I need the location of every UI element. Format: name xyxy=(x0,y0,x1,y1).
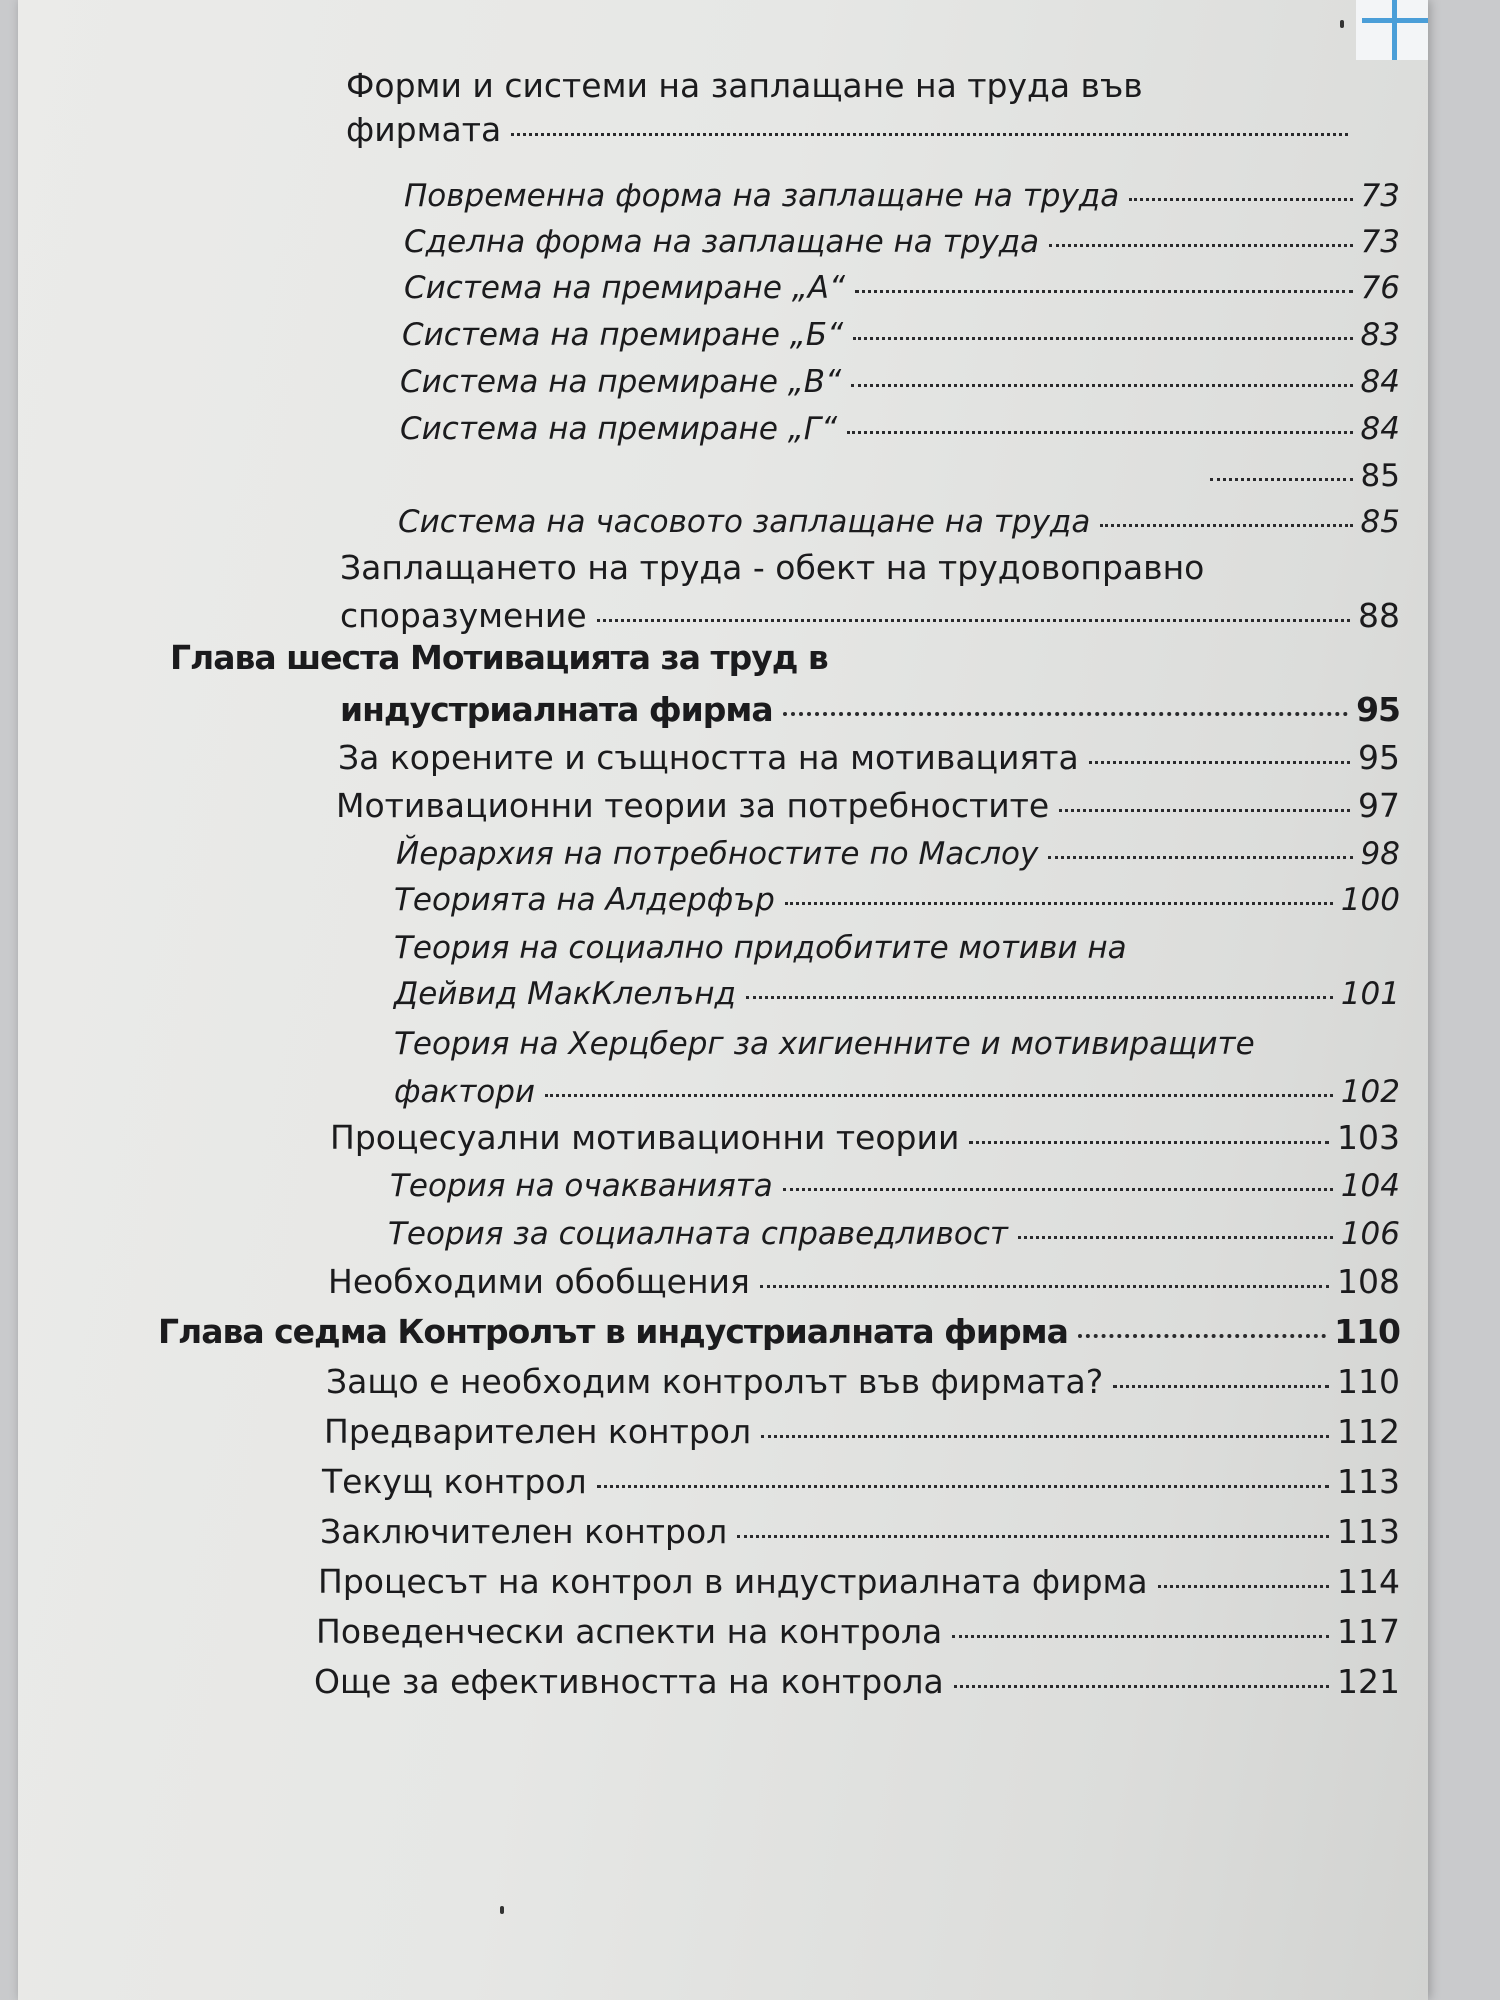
dot-leader xyxy=(761,1435,1329,1438)
toc-entry-title: Процесуални мотивационни теории xyxy=(330,1118,960,1157)
toc-entry-title: Система на премиране „А“ xyxy=(404,270,846,306)
toc-entry-title: Поведенчески аспекти на контрола xyxy=(316,1612,943,1651)
dot-leader xyxy=(1210,478,1353,481)
toc-entry xyxy=(404,222,1400,262)
dot-leader xyxy=(1089,761,1350,764)
dot-leader xyxy=(954,1685,1329,1688)
page-number: 100 xyxy=(1340,882,1400,918)
toc-entry-line: Теория на Херцберг за хигиенните и мотивиращите xyxy=(394,1026,1255,1062)
page-number: 85 xyxy=(1360,504,1400,540)
toc-entry xyxy=(324,1412,1400,1452)
dot-leader xyxy=(783,1188,1333,1191)
dot-leader xyxy=(851,384,1352,387)
page-number: 121 xyxy=(1337,1662,1400,1701)
toc-entry-title: Теория за социалната справедливост xyxy=(388,1216,1008,1252)
dot-leader xyxy=(785,902,1333,905)
dot-leader xyxy=(597,1485,1329,1488)
dot-leader xyxy=(952,1635,1329,1638)
page-number: 83 xyxy=(1360,317,1400,353)
toc-entry-title: Заключителен контрол xyxy=(320,1512,728,1551)
toc-entry-title: Система на премиране „Б“ xyxy=(402,317,844,353)
toc-entry xyxy=(390,1166,1400,1206)
toc-entry xyxy=(402,315,1400,355)
ink-mark xyxy=(1340,20,1344,28)
toc-entry-title: За корените и същността на мотивацията xyxy=(338,738,1079,777)
toc-entry-line: Теория на социално придобитите мотиви на xyxy=(394,930,1127,966)
toc-entry-title: Сделна форма на заплащане на труда xyxy=(404,224,1040,260)
toc-entry xyxy=(320,1512,1400,1552)
page-number: 106 xyxy=(1340,1216,1400,1252)
toc-entry-title: Предварителен контрол xyxy=(324,1412,752,1451)
toc-entry xyxy=(346,110,1356,150)
toc-entry xyxy=(316,1612,1400,1652)
dot-leader xyxy=(783,712,1348,716)
ink-mark xyxy=(500,1906,504,1914)
dot-leader xyxy=(855,290,1352,293)
page-number: 104 xyxy=(1340,1168,1400,1204)
toc-entry xyxy=(158,1312,1400,1352)
page-number: 76 xyxy=(1360,270,1400,306)
page-number: 88 xyxy=(1358,596,1400,635)
toc-entry xyxy=(394,1072,1400,1112)
toc-entry-title: Защо е необходим контролът във фирмата? xyxy=(326,1362,1104,1401)
dot-leader xyxy=(545,1094,1333,1097)
page-number: 98 xyxy=(1360,836,1400,872)
dot-leader xyxy=(969,1141,1329,1144)
page-number: 73 xyxy=(1360,178,1400,214)
toc-entry xyxy=(314,1662,1400,1702)
dot-leader xyxy=(597,619,1350,622)
dot-leader xyxy=(1078,1334,1326,1338)
toc-entry-title: Текущ контрол xyxy=(322,1462,587,1501)
page-number: 110 xyxy=(1334,1312,1400,1351)
toc-entry xyxy=(340,690,1400,730)
dot-leader xyxy=(1113,1385,1329,1388)
dot-leader xyxy=(511,133,1348,136)
toc-entry xyxy=(338,738,1400,778)
toc-entry xyxy=(404,176,1400,216)
toc-entry-title: Теория на очакванията xyxy=(390,1168,773,1204)
toc-entry-title: Необходими обобщения xyxy=(328,1262,750,1301)
dot-leader xyxy=(1129,198,1352,201)
toc-entry-title: Теорията на Алдерфър xyxy=(394,882,775,918)
dot-leader xyxy=(1049,244,1352,247)
toc-entry xyxy=(388,1214,1400,1254)
toc-entry-title: Система на часовото заплащане на труда xyxy=(398,504,1091,540)
toc-entry xyxy=(330,1118,1400,1158)
page-number: 117 xyxy=(1337,1612,1400,1651)
toc-entry xyxy=(400,362,1400,402)
page-number: 101 xyxy=(1340,976,1400,1012)
dot-leader xyxy=(1100,524,1352,527)
dot-leader xyxy=(1018,1236,1333,1239)
page-number: 112 xyxy=(1337,1412,1400,1451)
page-number: 95 xyxy=(1356,690,1400,729)
toc-entry-title: индустриалната фирма xyxy=(340,690,773,729)
toc-entry xyxy=(404,268,1400,308)
dot-leader xyxy=(1048,856,1352,859)
page-number: 113 xyxy=(1337,1462,1400,1501)
toc-entry xyxy=(326,1362,1400,1402)
page-number: 110 xyxy=(1337,1362,1400,1401)
page-number: 85 xyxy=(1360,458,1400,494)
toc-entry-title: Йерархия на потребностите по Маслоу xyxy=(396,836,1039,872)
toc-entry xyxy=(1200,456,1400,496)
toc-entry-title: Мотивационни теории за потребностите xyxy=(336,786,1050,825)
dot-leader xyxy=(847,431,1352,434)
toc-entry-title: Процесът на контрол в индустриалната фирма xyxy=(318,1562,1148,1601)
dot-leader xyxy=(746,996,1333,999)
toc-entry-line: Форми и системи на заплащане на труда във xyxy=(346,66,1143,105)
page-number: 97 xyxy=(1358,786,1400,825)
page-number: 113 xyxy=(1337,1512,1400,1551)
toc-entry xyxy=(394,974,1400,1014)
page-number: 84 xyxy=(1360,411,1400,447)
toc-entry-title: фирмата xyxy=(346,110,502,149)
toc-entry xyxy=(398,502,1400,542)
toc-entry xyxy=(336,786,1400,826)
chapter-heading: Глава шеста Мотивацията за труд в xyxy=(170,638,828,677)
page-number: 73 xyxy=(1360,224,1400,260)
dot-leader xyxy=(853,337,1352,340)
toc-entry xyxy=(318,1562,1400,1602)
toc-entry xyxy=(400,409,1400,449)
toc-entry-line: Заплащането на труда - обект на трудовоправно xyxy=(340,548,1205,587)
toc-entry-title: Система на премиране „Г“ xyxy=(400,411,838,447)
page-number: 103 xyxy=(1337,1118,1400,1157)
toc-entry xyxy=(394,880,1400,920)
toc-entry xyxy=(396,834,1400,874)
dot-leader xyxy=(1059,809,1350,812)
toc-entry-title: Дейвид МакКлелънд xyxy=(394,976,736,1012)
dot-leader xyxy=(760,1285,1329,1288)
toc-entry xyxy=(328,1262,1400,1302)
page-number: 114 xyxy=(1337,1562,1400,1601)
toc-entry-title: споразумение xyxy=(340,596,587,635)
toc-entry xyxy=(340,596,1400,636)
dot-leader xyxy=(737,1535,1329,1538)
toc-entry xyxy=(322,1462,1400,1502)
chapter-heading: Глава седма Контролът в индустриалната фирма xyxy=(158,1312,1068,1351)
toc-entry-title: фактори xyxy=(394,1074,536,1110)
toc-entry-title: Система на премиране „В“ xyxy=(400,364,842,400)
page-number: 102 xyxy=(1340,1074,1400,1110)
dot-leader xyxy=(1158,1585,1329,1588)
toc-entry-title: Повременна форма на заплащане на труда xyxy=(404,178,1120,214)
toc-entry-title: Още за ефективността на контрола xyxy=(314,1662,944,1701)
page-number: 95 xyxy=(1358,738,1400,777)
page-number: 84 xyxy=(1360,364,1400,400)
page-number: 108 xyxy=(1337,1262,1400,1301)
